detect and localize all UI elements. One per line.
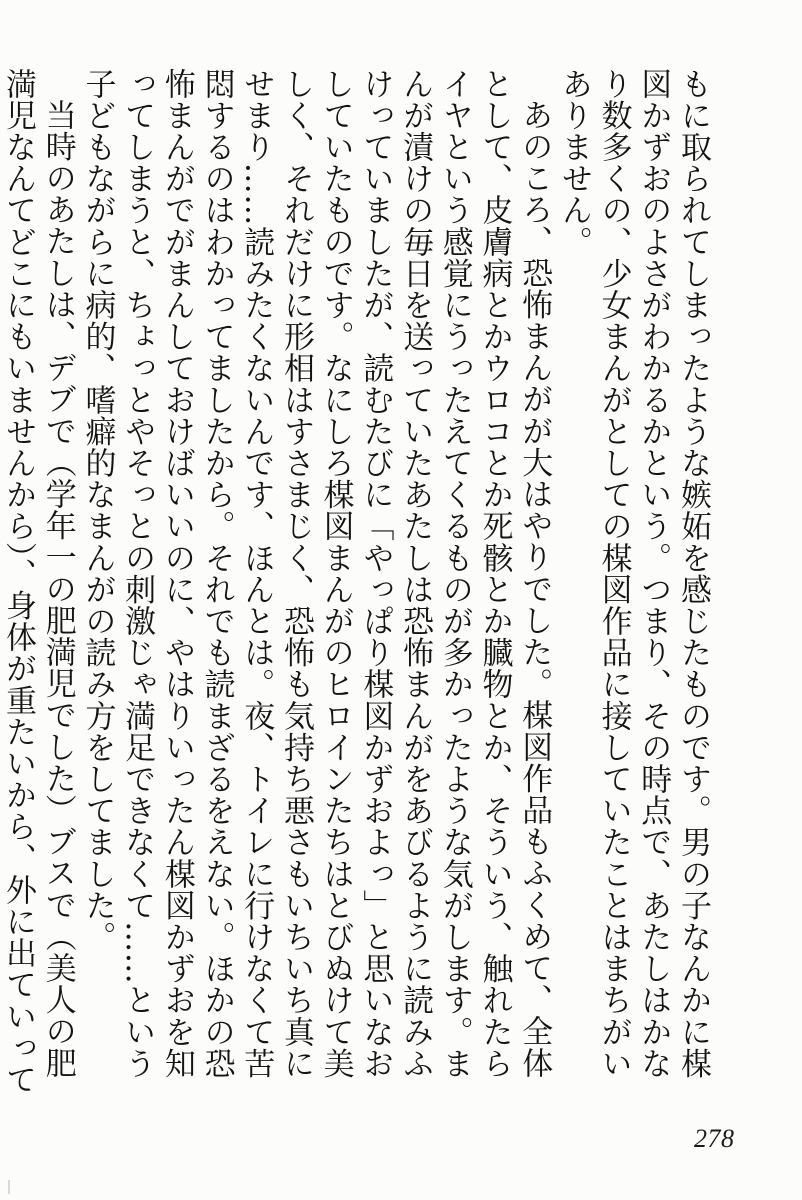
vertical-text-body bbox=[0, 68, 712, 1108]
page-number: 278 bbox=[694, 1124, 735, 1153]
paragraph-1: もに取られてしまったような嫉妬を感じたものです。男の子なんかに楳図かずおのよさがわかるかという。つまり、その時点で、あたしはかなり数多くの、少女まんがとしての楳図作品に接していたことはまちがいありません。 bbox=[555, 68, 711, 1080]
paragraph-2: あのころ、恐怖まんがが大はやりでした。楳図作品もふくめて、全体として、皮膚病とかウロコとか死骸とか臓物とか、そういう、触れたらイヤという感覚にうったえてくるものが多かったような気がします。まんが漬けの毎日を送っていたあたしは恐怖まんがをあびるように読みふけっていましたが、読むたびに「やっぱり楳図かずおよっ」と思いなおしていたものです。なにしろ楳図まんがのヒロインたちはとびぬけて美しく、それだけに形相はすさまじく、恐怖も気持ち悪さもいちいち真にせまり……読みたくないんです、ほんとは。夜、トイレに行けなくて苦悶するのはわかってましたから。それでも読まざるをえない。ほかの恐怖まんがでがまんしておけばいいのに、やはりいったん楳図かずおを知ってしまうと、ちょっとやそっとの刺激じゃ満足できなくて……という子どもながらに病的、嗜癖的なまんがの読み方をしてました。 bbox=[79, 68, 553, 1080]
paragraph-3: 当時のあたしは、デブで（学年一の肥満児でした）ブスで（美人の肥満児なんてどこにもいませんから）、身体が重たいから、外に出ていって bbox=[0, 68, 76, 1096]
scan-edge-mark bbox=[8, 1180, 10, 1194]
